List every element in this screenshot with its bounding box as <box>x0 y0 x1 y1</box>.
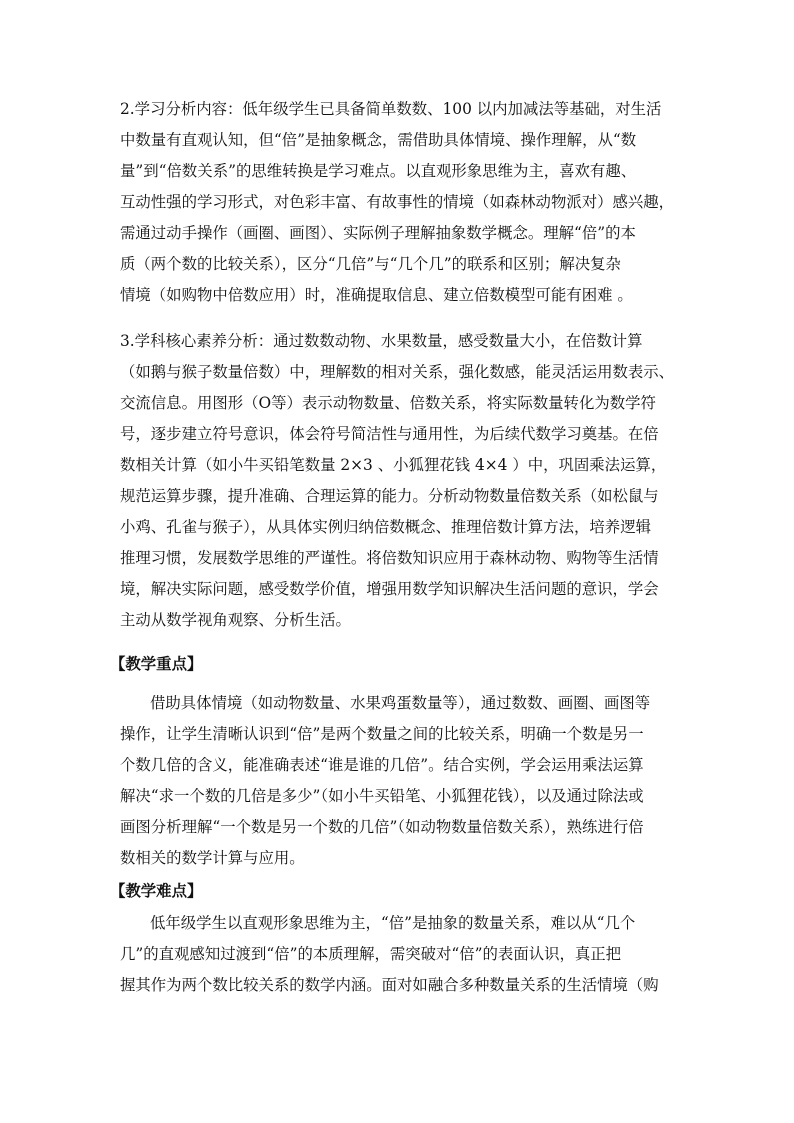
text-line: 握其作为两个数比较关系的数学内涵。面对如融合多种数量关系的生活情境（购 <box>120 976 659 994</box>
text-line: 量”到“倍数关系”的思维转换是学习难点。以直观形象思维为主，喜欢有趣、 <box>120 162 637 180</box>
text-line: 2.学习分析内容：低年级学生已具备简单数数、100 以内加减法等基础，对生活 <box>120 100 662 118</box>
analysis-paragraph-3 <box>120 326 680 636</box>
key-points-paragraph <box>120 688 680 874</box>
analysis-paragraph-2 <box>120 94 680 311</box>
text-line: 交流信息。用图形（O等）表示动物数量、倍数关系，将实际数量转化为数学符 <box>120 394 656 412</box>
text-line: （如鹅与猴子数量倍数）中，理解数的相对关系，强化数感，能灵活运用数表示、 <box>120 363 675 381</box>
key-points-heading: 【教学重点】 <box>110 655 203 673</box>
text-line: 需通过动手操作（画圈、画图）、实际例子理解抽象数学概念。理解“倍”的本 <box>120 224 636 242</box>
text-line: 个数几倍的含义，能准确表述“谁是谁的几倍”。结合实例，学会运用乘法运算 <box>120 756 644 774</box>
text-line: 借助具体情境（如动物数量、水果鸡蛋数量等），通过数数、画圈、画图等 <box>150 694 651 712</box>
text-line: 3.学科核心素养分析：通过数数动物、水果数量，感受数量大小，在倍数计算 <box>120 332 643 350</box>
text-line: 质（两个数的比较关系），区分“几倍”与“几个几”的联系和区别；解决复杂 <box>120 255 621 273</box>
text-line: 中数量有直观认知，但“倍”是抽象概念，需借助具体情境、操作理解，从“数 <box>120 131 637 149</box>
text-line: 解决“求一个数的几倍是多少”（如小牛买铅笔、小狐狸花钱），以及通过除法或 <box>120 787 644 805</box>
text-line: 操作，让学生清晰认识到“倍”是两个数量之间的比较关系，明确一个数是另一 <box>120 725 644 743</box>
text-line: 小鸡、孔雀与猴子），从具体实例归纳倍数概念、推理倍数计算方法，培养逻辑 <box>120 518 651 536</box>
difficulties-heading: 【教学难点】 <box>110 882 203 900</box>
text-line: 情境（如购物中倍数应用）时，准确提取信息、建立倍数模型可能有困难 。 <box>120 286 633 304</box>
text-line: 数相关计算（如小牛买铅笔数量 2×3 、小狐狸花钱 4×4 ）中，巩固乘法运算， <box>120 456 667 474</box>
text-line: 主动从数学视角观察、分析生活。 <box>120 611 351 629</box>
text-line: 推理习惯，发展数学思维的严谨性。将倍数知识应用于森林动物、购物等生活情 <box>120 549 659 567</box>
text-line: 互动性强的学习形式，对色彩丰富、有故事性的情境（如森林动物派对）感兴趣， <box>120 193 675 211</box>
text-line: 画图分析理解“一个数是另一个数的几倍”（如动物数量倍数关系），熟练进行倍 <box>120 818 644 836</box>
text-line: 境，解决实际问题，感受数学价值，增强用数学知识解决生活问题的意识，学会 <box>120 580 659 598</box>
text-line: 规范运算步骤，提升准确、合理运算的能力。分析动物数量倍数关系（如松鼠与 <box>120 487 659 505</box>
text-line: 号，逐步建立符号意识，体会符号简洁性与通用性，为后续代数学习奠基。在倍 <box>120 425 659 443</box>
text-line: 数相关的数学计算与应用。 <box>120 849 305 867</box>
text-line: 低年级学生以直观形象思维为主，“倍”是抽象的数量关系，难以从“几个 <box>150 914 636 932</box>
difficulties-paragraph <box>120 908 680 1001</box>
text-line: 几”的直观感知过渡到“倍”的本质理解，需突破对“倍”的表面认识，真正把 <box>120 945 622 963</box>
